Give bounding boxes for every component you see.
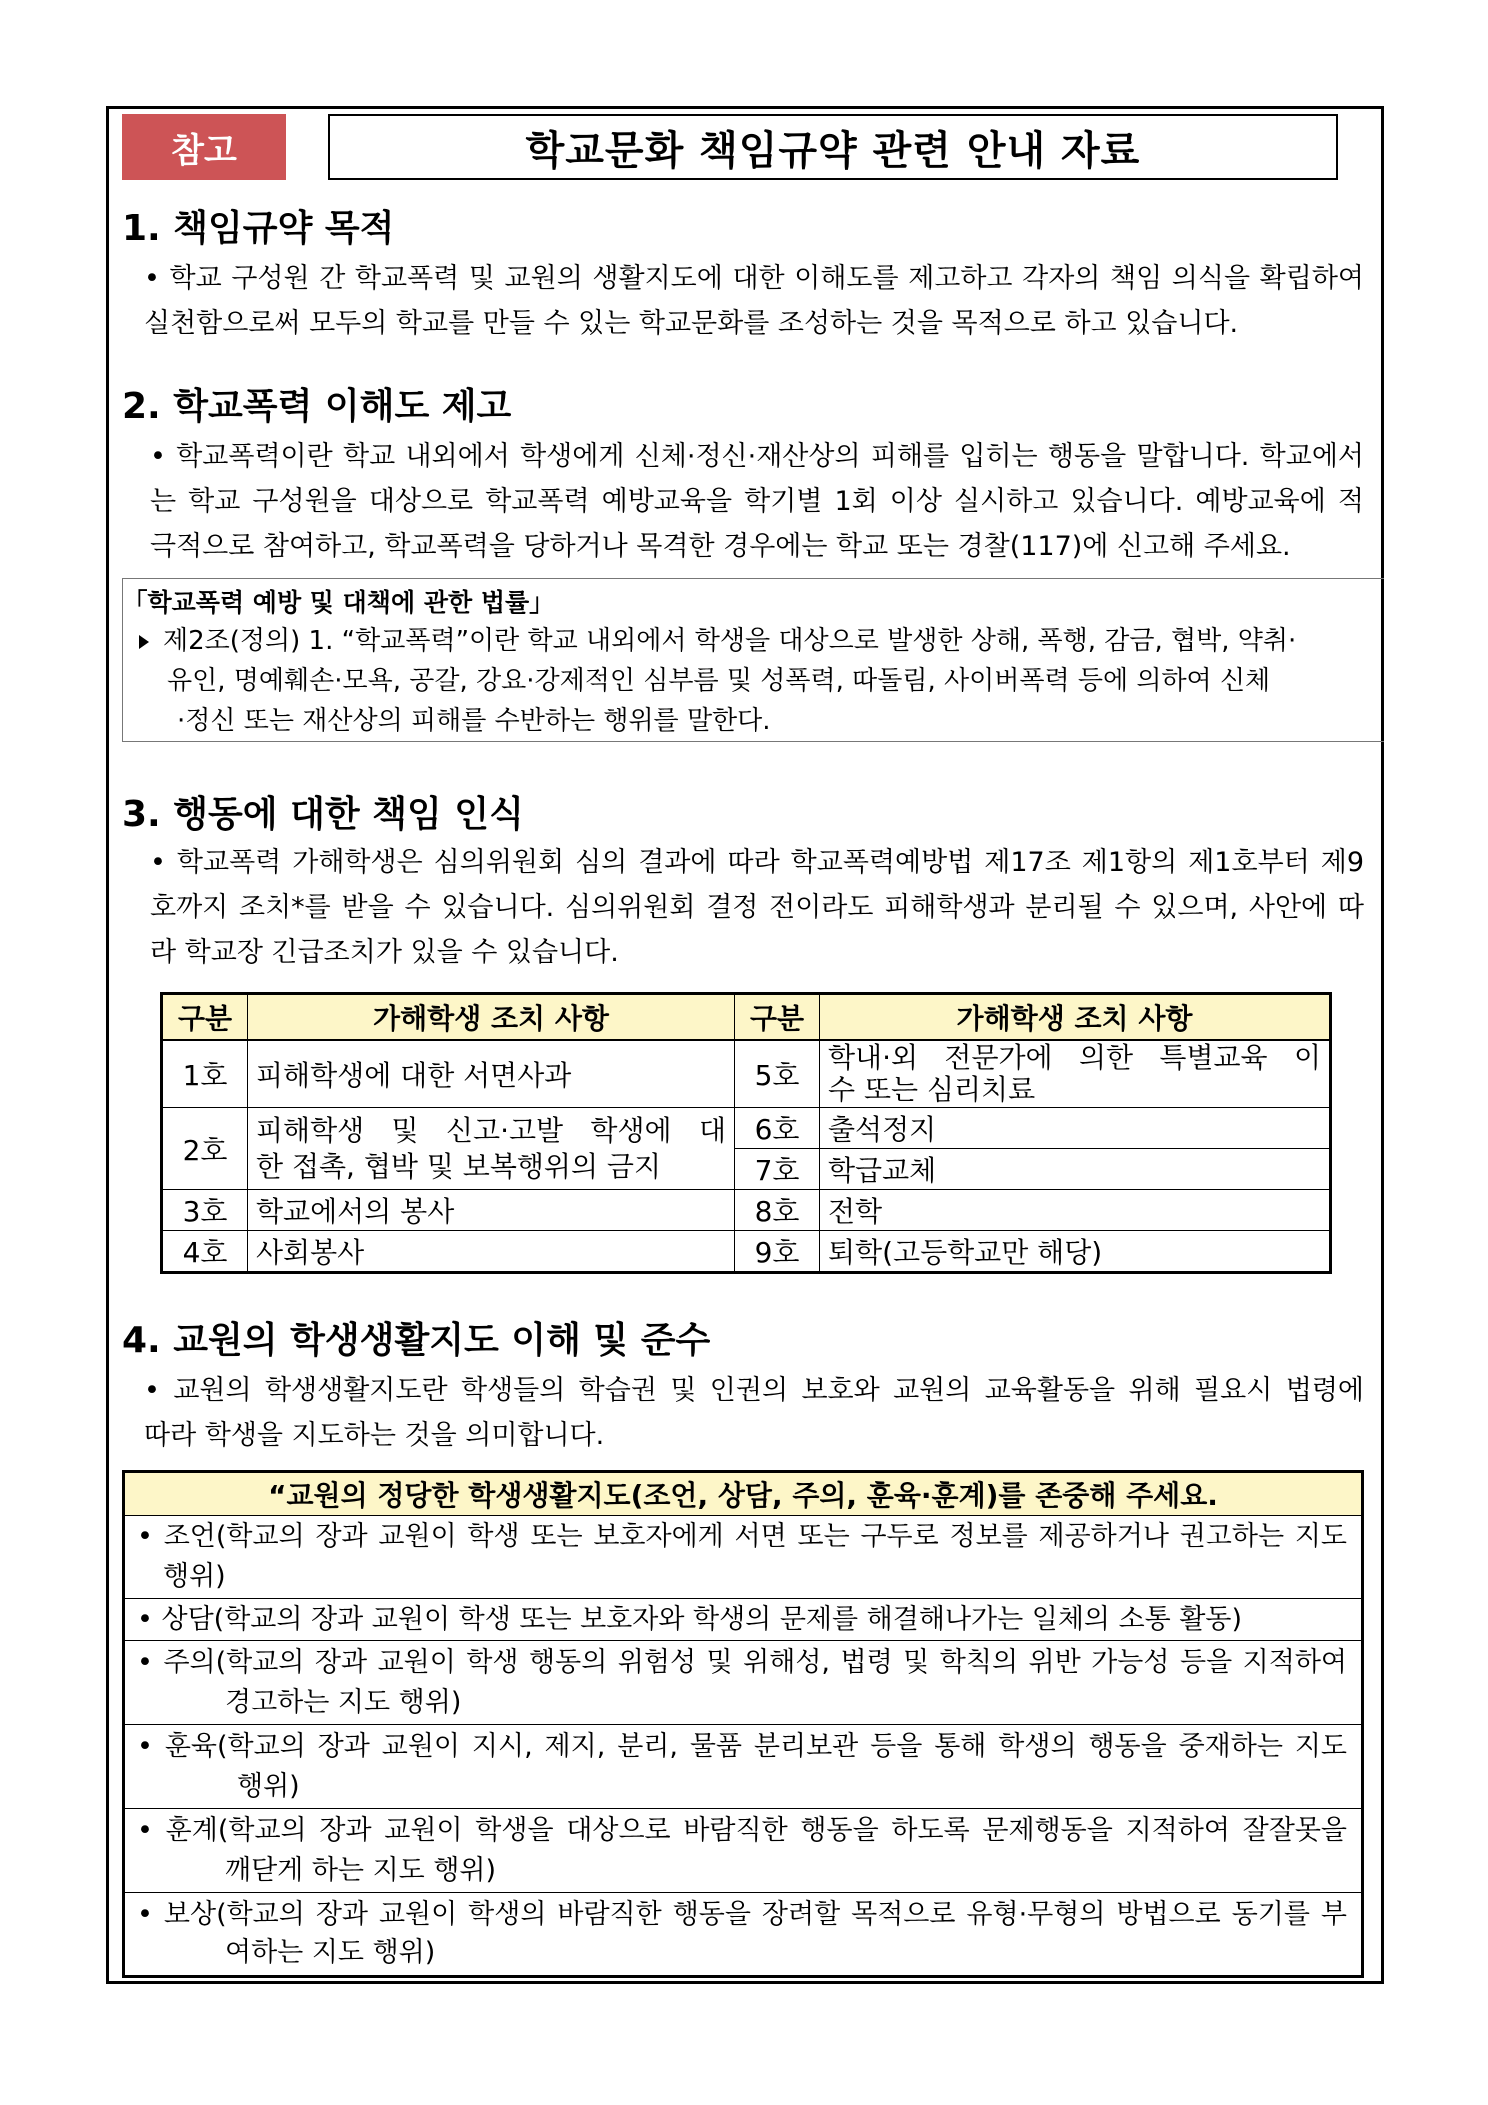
table-cell: 7호	[735, 1149, 820, 1190]
table-cell: 2호	[162, 1108, 248, 1190]
list-item: • 훈계(학교의 장과 교원이 학생을 대상으로 바람직한 행동을 하도록 문제행동을 지적하여 잘잘못을 깨닫게 하는 지도 행위)	[125, 1809, 1361, 1893]
section-2-line-3: 극적으로 참여하고, 학교폭력을 당하거나 목격한 경우에는 학교 또는 경찰(117)에 신고해 주세요.	[150, 531, 1291, 562]
table-header: 가해학생 조치 사항	[820, 994, 1331, 1041]
list-item: • 조언(학교의 장과 교원이 학생 또는 보호자에게 서면 또는 구두로 정보를 제공하거나 권고하는 지도 행위)	[125, 1515, 1361, 1599]
reference-badge: 참고	[122, 114, 286, 180]
section-4-line-2: 따라 학생을 지도하는 것을 의미합니다.	[144, 1420, 605, 1451]
law-excerpt-box	[122, 578, 1384, 742]
section-3-line-1: • 학교폭력 가해학생은 심의위원회 심의 결과에 따라 학교폭력예방법 제17조 제1항의 제1호부터 제9	[150, 847, 1364, 878]
law-title: ｢학교폭력 예방 및 대책에 관한 법률｣	[135, 588, 542, 617]
section-1-line-1: • 학교 구성원 간 학교폭력 및 교원의 생활지도에 대한 이해도를 제고하고 각자의 책임 의식을 확립하여	[144, 263, 1364, 294]
table-header: 가해학생 조치 사항	[248, 994, 735, 1041]
list-item: • 주의(학교의 장과 교원이 학생 행동의 위험성 및 위해성, 법령 및 학칙의 위반 가능성 등을 지적하여 경고하는 지도 행위)	[125, 1641, 1361, 1725]
triangle-bullet-icon	[139, 635, 149, 649]
section-3-heading: 3. 행동에 대한 책임 인식	[122, 794, 524, 835]
table-cell: 피해학생 및 신고·고발 학생에 대 한 접촉, 협박 및 보복행위의 금지	[248, 1108, 735, 1190]
table-cell: 1호	[162, 1040, 248, 1108]
guidance-box	[122, 1470, 1364, 1978]
table-row	[162, 1231, 1331, 1273]
table-cell: 피해학생에 대한 서면사과	[248, 1040, 735, 1108]
table-cell: 전학	[820, 1190, 1331, 1231]
section-3-line-3: 라 학교장 긴급조치가 있을 수 있습니다.	[150, 937, 619, 968]
section-2-line-2: 는 학교 구성원을 대상으로 학교폭력 예방교육을 학기별 1회 이상 실시하고 있습니다. 예방교육에 적	[150, 486, 1364, 517]
section-2-line-1: • 학교폭력이란 학교 내외에서 학생에게 신체·정신·재산상의 피해를 입히는 행동을 말합니다. 학교에서	[150, 441, 1364, 472]
table-row	[162, 1040, 1331, 1108]
section-4-heading: 4. 교원의 학생생활지도 이해 및 준수	[122, 1320, 711, 1361]
measures-table	[160, 992, 1332, 1274]
section-1-line-2: 실천함으로써 모두의 학교를 만들 수 있는 학교문화를 조성하는 것을 목적으로 하고 있습니다.	[144, 308, 1239, 339]
table-row	[162, 1190, 1331, 1231]
list-item: • 훈육(학교의 장과 교원이 지시, 제지, 분리, 물품 분리보관 등을 통해 학생의 행동을 중재하는 지도 행위)	[125, 1725, 1361, 1809]
law-line-1: 제2조(정의) 1. “학교폭력”이란 학교 내외에서 학생을 대상으로 발생한 상해, 폭행, 감금, 협박, 약취·	[139, 621, 1296, 661]
table-cell: 5호	[735, 1040, 820, 1108]
table-cell: 학내·외 전문가에 의한 특별교육 이 수 또는 심리치료	[820, 1040, 1331, 1108]
page-title: 학교문화 책임규약 관련 안내 자료	[328, 114, 1338, 180]
table-cell: 3호	[162, 1190, 248, 1231]
table-cell: 4호	[162, 1231, 248, 1273]
guidance-box-header: “교원의 정당한 학생생활지도(조언, 상담, 주의, 훈육·훈계)를 존중해 주세요.	[125, 1473, 1361, 1516]
table-cell: 8호	[735, 1190, 820, 1231]
list-item: • 상담(학교의 장과 교원이 학생 또는 보호자와 학생의 문제를 해결해나가는 일체의 소통 활동)	[125, 1599, 1361, 1641]
law-line-3: ·정신 또는 재산상의 피해를 수반하는 행위를 말한다.	[177, 706, 771, 736]
table-header-row	[162, 994, 1331, 1041]
table-cell: 9호	[735, 1231, 820, 1273]
table-cell: 사회봉사	[248, 1231, 735, 1273]
list-item: • 보상(학교의 장과 교원이 학생의 바람직한 행동을 장려할 목적으로 유형·무형의 방법으로 동기를 부 여하는 지도 행위)	[137, 1899, 1347, 1968]
table-header: 구분	[162, 994, 248, 1041]
section-1-heading: 1. 책임규약 목적	[122, 208, 395, 249]
law-line-2: 유인, 명예훼손·모욕, 공갈, 강요·강제적인 심부름 및 성폭력, 따돌림, 사이버폭력 등에 의하여 신체	[167, 666, 1271, 696]
section-3-line-2: 호까지 조치*를 받을 수 있습니다. 심의위원회 결정 전이라도 피해학생과 분리될 수 있으며, 사안에 따	[150, 892, 1364, 923]
table-cell: 출석정지	[820, 1108, 1331, 1149]
table-cell: 학급교체	[820, 1149, 1331, 1190]
table-header: 구분	[735, 994, 820, 1041]
table-cell: 퇴학(고등학교만 해당)	[820, 1231, 1331, 1273]
section-4-line-1: • 교원의 학생생활지도란 학생들의 학습권 및 인권의 보호와 교원의 교육활동을 위해 필요시 법령에	[144, 1375, 1364, 1406]
table-row	[162, 1108, 1331, 1149]
section-2-heading: 2. 학교폭력 이해도 제고	[122, 386, 512, 427]
table-cell: 6호	[735, 1108, 820, 1149]
table-cell: 학교에서의 봉사	[248, 1190, 735, 1231]
